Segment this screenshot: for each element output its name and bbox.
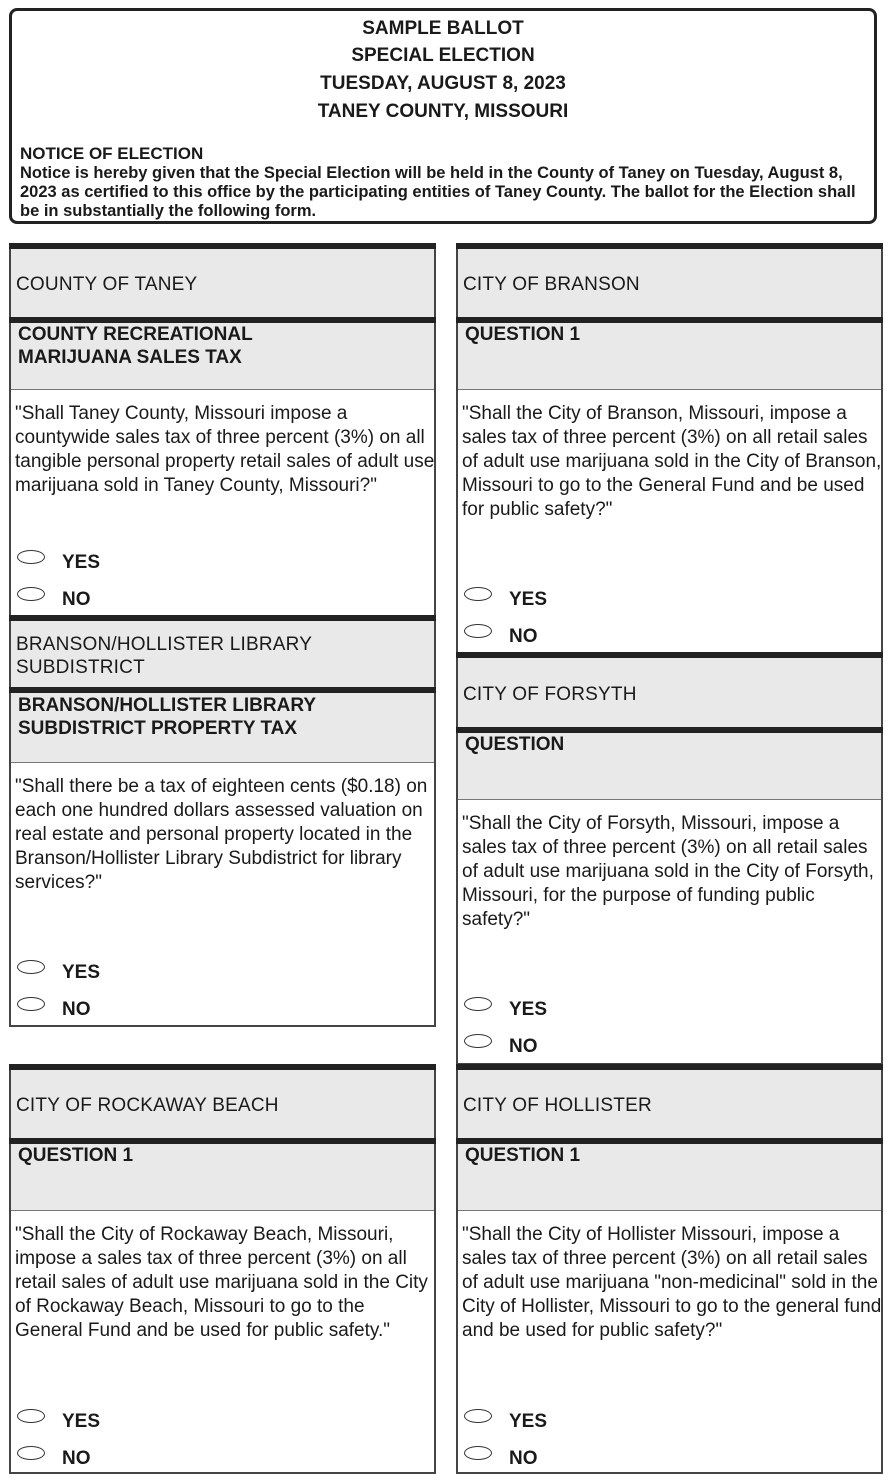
question-title-hollister: QUESTION 1: [465, 1145, 581, 1166]
jurisdiction-city-of-branson: CITY OF BRANSON: [463, 274, 640, 295]
question-text-library-tax: "Shall there be a tax of eighteen cents ($0.18) on each one hundred dollars assessed valuation on real estate and personal property located in the Branson/Hollister Library Subdistrict for library services?": [15, 776, 428, 893]
vote-oval[interactable]: [17, 587, 45, 601]
question-title-forsyth: QUESTION: [465, 734, 565, 755]
notice-body: Notice is hereby given that the Special Election will be held in the County of Taney on Tuesday, August 8, 2023 as certified to this office by the participating entities of Taney County. The ballot for the Election shall be in substantially the following form.: [20, 164, 856, 220]
vote-oval[interactable]: [17, 1446, 45, 1460]
option-label: NO: [62, 589, 91, 610]
jurisdiction-city-of-hollister: CITY OF HOLLISTER: [463, 1095, 652, 1116]
election-date: TUESDAY, AUGUST 8, 2023: [320, 73, 566, 94]
question-text-county-tax: "Shall Taney County, Missouri impose a countywide sales tax of three percent (3%) on all tangible personal property retail sales of adult use marijuana sold in Taney County, Missouri?": [15, 403, 435, 496]
option-label: YES: [509, 999, 548, 1020]
question-text-branson: "Shall the City of Branson, Missouri, impose a sales tax of three percent (3%) on all retail sales of adult use marijuana sold in the City of Branson, Missouri to go to the General Fund and be used for public safety?": [462, 403, 882, 520]
option-label: YES: [62, 1411, 101, 1432]
contest-column-right-top: [456, 243, 883, 1065]
question-title-county-tax: COUNTY RECREATIONAL MARIJUANA SALES TAX: [18, 324, 253, 368]
question-text-rockaway-beach: "Shall the City of Rockaway Beach, Missouri, impose a sales tax of three percent (3%) on all retail sales of adult use marijuana sold in the City of Rockaway Beach, Missouri to go to the General Fund and be used for public safety.": [15, 1224, 428, 1341]
option-label: NO: [62, 999, 91, 1020]
option-label: YES: [509, 589, 548, 610]
option-label: NO: [509, 1036, 538, 1057]
vote-oval[interactable]: [464, 1034, 492, 1048]
jurisdiction-library-subdistrict: BRANSON/HOLLISTER LIBRARY SUBDISTRICT: [16, 634, 312, 678]
jurisdiction-county-of-taney: COUNTY OF TANEY: [16, 274, 198, 295]
vote-oval[interactable]: [464, 997, 492, 1011]
ballot-header: [9, 8, 877, 224]
question-title-library-tax: BRANSON/HOLLISTER LIBRARY SUBDISTRICT PROPERTY TAX: [18, 695, 316, 739]
vote-oval[interactable]: [464, 587, 492, 601]
jurisdiction-city-of-forsyth: CITY OF FORSYTH: [463, 684, 637, 705]
question-title-branson: QUESTION 1: [465, 324, 581, 345]
vote-oval[interactable]: [464, 1446, 492, 1460]
option-label: NO: [509, 626, 538, 647]
vote-oval[interactable]: [17, 1409, 45, 1423]
vote-oval[interactable]: [464, 1409, 492, 1423]
question-text-hollister: "Shall the City of Hollister Missouri, impose a sales tax of three percent (3%) on all retail sales of adult use marijuana "non-medicinal" sold in the City of Hollister, Missouri to go to the general fund and be used for public safety?": [462, 1224, 882, 1341]
vote-oval[interactable]: [464, 624, 492, 638]
ballot-title: SAMPLE BALLOT: [362, 18, 524, 39]
vote-oval[interactable]: [17, 550, 45, 564]
notice-heading: NOTICE OF ELECTION: [20, 144, 204, 163]
contest-column-left-top: [9, 243, 436, 1027]
option-label: YES: [62, 962, 101, 983]
election-type: SPECIAL ELECTION: [351, 45, 535, 66]
option-label: YES: [62, 552, 101, 573]
contest-column-right-bottom: [456, 1064, 883, 1474]
vote-oval[interactable]: [17, 960, 45, 974]
jurisdiction-city-of-rockaway-beach: CITY OF ROCKAWAY BEACH: [16, 1095, 279, 1116]
option-label: YES: [509, 1411, 548, 1432]
option-label: NO: [62, 1448, 91, 1469]
vote-oval[interactable]: [17, 997, 45, 1011]
question-text-forsyth: "Shall the City of Forsyth, Missouri, impose a sales tax of three percent (3%) on all retail sales of adult use marijuana sold in the City of Forsyth, Missouri, for the purpose of funding public safety?": [462, 813, 874, 930]
contest-column-left-bottom: [9, 1064, 436, 1474]
option-label: NO: [509, 1448, 538, 1469]
county-name: TANEY COUNTY, MISSOURI: [317, 101, 569, 122]
question-title-rockaway-beach: QUESTION 1: [18, 1145, 134, 1166]
